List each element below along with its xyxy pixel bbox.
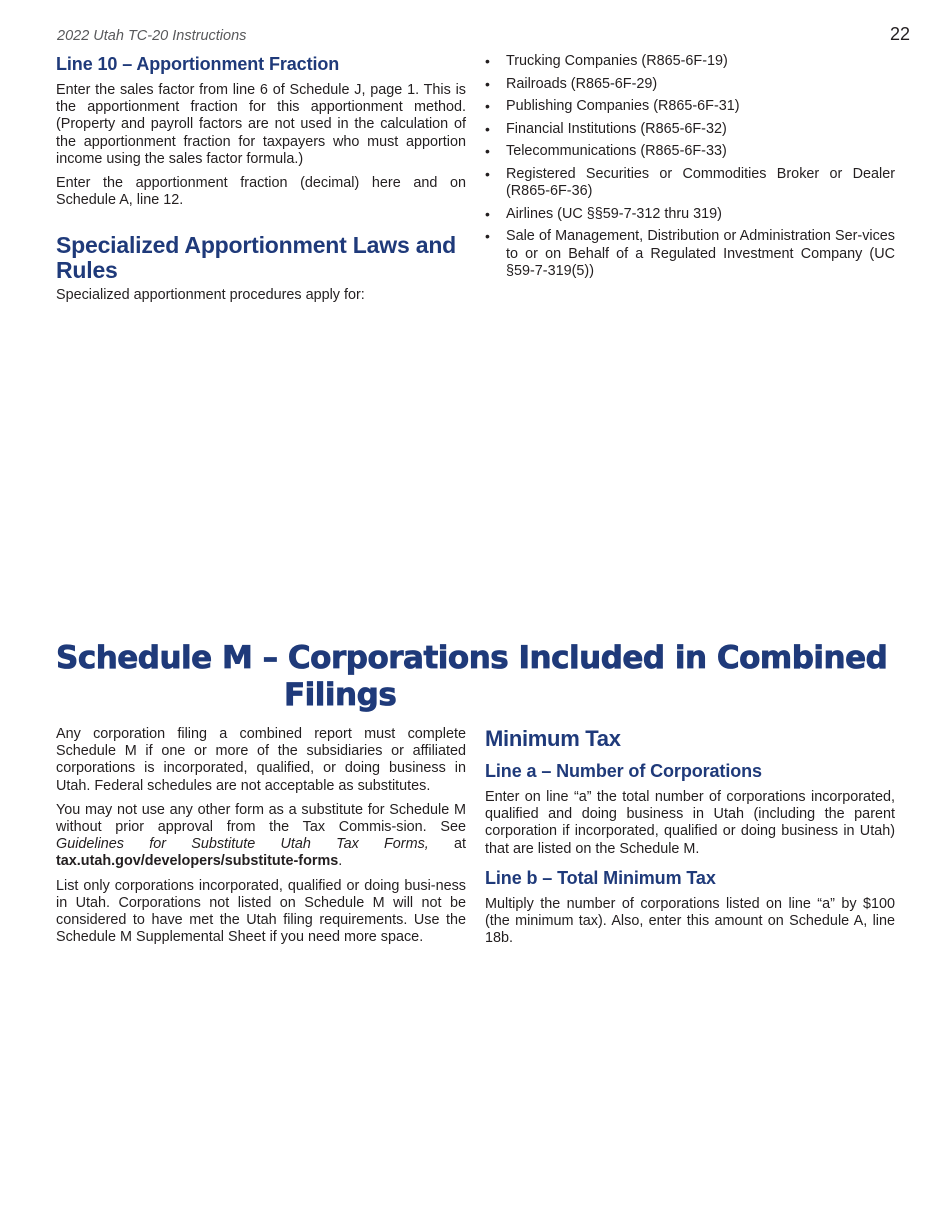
specialized-list-item: • Airlines (UC §§59-7-312 thru 319)	[485, 205, 722, 222]
bullet-icon: •	[485, 205, 490, 222]
line-b-heading: Line b – Total Minimum Tax	[485, 867, 716, 888]
running-title: 2022 Utah TC-20 Instructions	[57, 28, 247, 44]
bottom-left-column	[56, 726, 466, 946]
specialized-list-item: • Sale of Management, Distribution or Administration Ser-vices to or on Behalf of a Regulated Investment Company (UC §59-7-319(5))	[485, 228, 895, 279]
bottom-right-column	[485, 726, 895, 947]
specialized-list-item: • Telecommunications (R865-6F-33)	[485, 143, 727, 160]
top-right-column	[485, 53, 895, 285]
guidelines-title: Guidelines for Substitute Utah Tax Forms,	[56, 836, 429, 853]
schedule-m-title	[56, 640, 896, 714]
line-a-heading: Line a – Number of Corporations	[485, 761, 762, 781]
specialized-list-item: • Railroads (R865-6F-29)	[485, 75, 658, 92]
schedule-m-title-line1: Schedule M – Corporations Included in Combined	[56, 640, 888, 676]
bullet-icon: •	[485, 228, 490, 245]
schedule-m-para3: List only corporations incorporated, qualified or doing busi-ness in Utah. Corporations not listed on Schedule M will not be considered to have met the Utah filing requirements. Use the Schedule M Supplemental Sheet if you need more space.	[56, 877, 466, 946]
bullet-icon: •	[485, 165, 490, 182]
specialized-list-item: • Financial Institutions (R865-6F-32)	[485, 120, 727, 137]
bullet-icon: •	[485, 143, 490, 160]
minimum-tax-heading: Minimum Tax	[485, 726, 621, 751]
substitute-forms-url: tax.utah.gov/developers/substitute-forms	[56, 853, 339, 870]
line10-heading: Line 10 – Apportionment Fraction	[56, 54, 340, 74]
specialized-list-item: • Trucking Companies (R865-6F-19)	[485, 53, 728, 69]
specialized-list-item: • Publishing Companies (R865-6F-31)	[485, 98, 740, 115]
line10-para2: Enter the apportionment fraction (decimal) here and on Schedule A, line 12.	[56, 175, 466, 209]
bullet-icon: •	[485, 75, 490, 92]
bullet-icon: •	[485, 120, 490, 137]
schedule-m-title-line2: Filings	[284, 677, 397, 713]
line10-para1: Enter the sales factor from line 6 of Schedule J, page 1. This is the apportionment fraction for this apportionment method. (Property and payroll factors are not used in the calculation of the apportionment fraction for taxpayers who must apportion income using the sales factor formula.)	[56, 82, 466, 167]
page-number: 22	[890, 24, 911, 44]
specialized-list-item: • Registered Securities or Commodities Broker or Dealer (R865-6F-36)	[485, 165, 895, 200]
specialized-list	[485, 53, 895, 280]
bullet-icon: •	[485, 98, 490, 115]
specialized-intro: Specialized apportionment procedures apply for:	[56, 287, 365, 304]
schedule-m-para1: Any corporation filing a combined report must complete Schedule M if one or more of the subsidiaries or affiliated corporations is incorporated, qualified, or doing business in Utah. Federal schedules are not acceptable as substitutes.	[56, 726, 466, 794]
schedule-m-para2: You may not use any other form as a substitute for Schedule M without prior approval from the Tax Commis-sion. See Guidelines for Substitute Utah Tax Forms, at tax.utah.gov/developers/substitute-forms.	[56, 801, 466, 870]
line-a-text: Enter on line “a” the total number of corporations incorporated, qualified and doing business in Utah (including the parent corporation if incorporated, qualified or doing business in Utah) that are listed on the Schedule M.	[485, 789, 895, 857]
bullet-icon: •	[485, 53, 490, 69]
specialized-heading: Specialized Apportionment Laws and Rules	[56, 232, 457, 284]
top-left-column	[56, 54, 466, 305]
line-b-text: Multiply the number of corporations listed on line “a” by $100 (the minimum tax). Also, enter this amount on Schedule A, line 18b.	[485, 895, 895, 947]
